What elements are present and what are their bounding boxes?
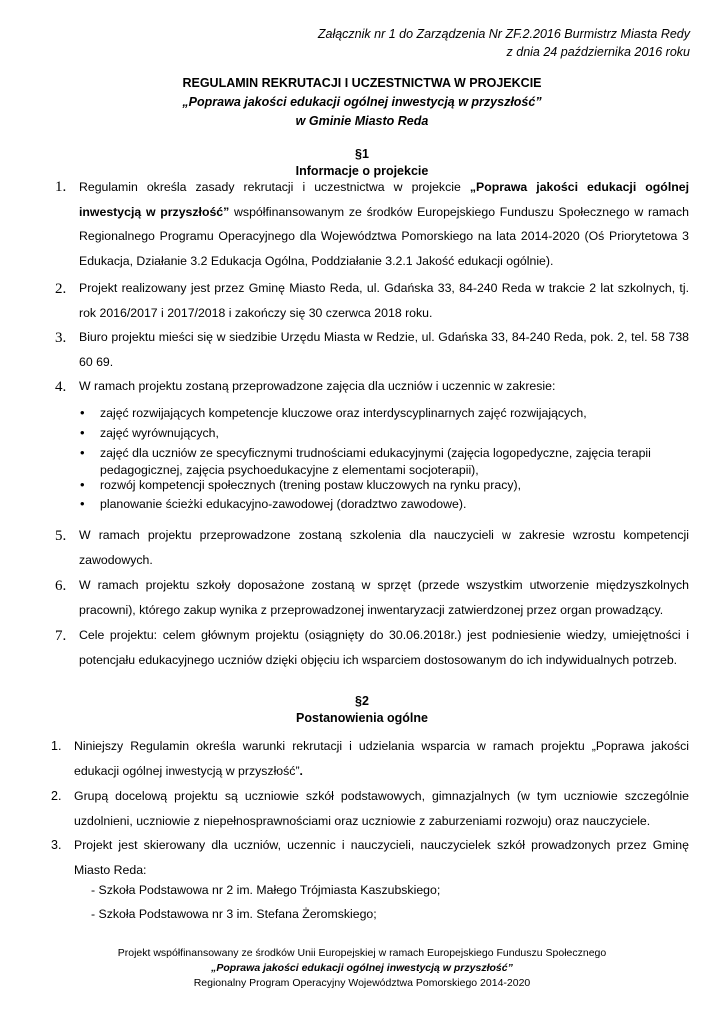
section2-item1-number: 1.: [51, 739, 62, 753]
section2-item3-text: Projekt jest skierowany dla uczniów, uczennic i nauczycieli, nauczycielek szkół prowadzonych przez Gminę Miasto Reda:: [74, 838, 689, 877]
attachment-header-line2: z dnia 24 października 2016 roku: [506, 45, 690, 59]
document-title: REGULAMIN REKRUTACJI I UCZESTNICTWA W PROJEKCIE: [182, 76, 542, 90]
bullet-icon: •: [80, 496, 85, 511]
bullet-icon: •: [80, 477, 85, 492]
bullet-icon: •: [80, 405, 85, 420]
section1-item1-text: [79, 175, 689, 273]
section1-item2-number: 2.: [55, 281, 67, 297]
section1-heading: Informacje o projekcie: [295, 164, 429, 178]
school-list-item-1: - Szkoła Podstawowa nr 2 im. Małego Trójmiasta Kaszubskiego;: [91, 883, 441, 897]
activity-bullet-4: rozwój kompetencji społecznych (trening postaw kluczowych na rynku pracy),: [100, 478, 522, 492]
section2-sign: §2: [355, 694, 369, 708]
section1-item7-number: 7.: [55, 628, 67, 644]
bullet-icon: •: [80, 445, 85, 460]
attachment-header-line1: Załącznik nr 1 do Zarządzenia Nr ZF.2.2016 Burmistrz Miasta Redy: [317, 27, 690, 41]
section1-item1-number: 1.: [55, 179, 67, 195]
section1-item6-text: W ramach projektu szkoły doposażone zostaną w sprzęt (przede wszystkim utworzenie międzyszkolnych pracowni), którego zakup wynika z przeprowadzonej inwentaryzacji zatwierdzonej przez organ prowadzący.: [79, 578, 689, 617]
section2-item1-bold: .: [299, 763, 303, 778]
footer-cofinancing-line: Projekt współfinansowany ze środków Unii Europejskiej w ramach Europejskiego Funduszu Społecznego: [117, 947, 607, 959]
footer-project-name: „Poprawa jakości edukacji ogólnej inwestycją w przyszłość”: [211, 962, 513, 974]
school-list-item-2: - Szkoła Podstawowa nr 3 im. Stefana Żeromskiego;: [91, 907, 377, 921]
project-name-title: „Poprawa jakości edukacji ogólnej inwestycją w przyszłość”: [182, 95, 542, 109]
section1-item4-number: 4.: [55, 379, 67, 395]
section1-item5-number: 5.: [55, 528, 67, 544]
section2-item3-number: 3.: [51, 838, 62, 852]
section2-item2-text: Grupą docelową projektu są uczniowie szkół podstawowych, gimnazjalnych (w tym uczniowie szczególnie uzdolnieni, uczniowie z niepełnosprawnościami oraz uczniowie z zaburzeniami rozwoju) oraz nauczyciele.: [74, 789, 689, 828]
activity-bullet-2: zajęć wyrównujących,: [100, 426, 219, 440]
item1-project-name: „Poprawa jakości edukacji ogólnej inwestycją w przyszłość”: [79, 180, 690, 219]
section1-item5-text: W ramach projektu przeprowadzone zostaną szkolenia dla nauczycieli w zakresie wzrostu kompetencji zawodowych.: [79, 528, 689, 567]
section1-sign: §1: [355, 147, 369, 161]
section1-item3-text: Biuro projektu mieści się w siedzibie Urzędu Miasta w Redzie, ul. Gdańska 33, 84-240 Reda, pok. 2, tel. 58 738 60 69.: [79, 330, 689, 369]
section1-item6-number: 6.: [55, 578, 67, 594]
section2-heading: Postanowienia ogólne: [296, 711, 428, 725]
municipality-title: w Gminie Miasto Reda: [295, 114, 429, 128]
item1-text-pre: Regulamin określa zasady rekrutacji i uczestnictwa w projekcie: [79, 180, 470, 194]
section1-item3-number: 3.: [55, 330, 67, 346]
activity-bullet-1: zajęć rozwijających kompetencje kluczowe oraz interdyscyplinarnych zajęć rozwijających,: [100, 406, 587, 420]
section1-item2-text: Projekt realizowany jest przez Gminę Miasto Reda, ul. Gdańska 33, 84-240 Reda w trakcie 2 lat szkolnych, tj. rok 2016/2017 i 2017/2018 i zakończy się 30 czerwca 2018 roku.: [79, 281, 689, 320]
bullet-icon: •: [80, 425, 85, 440]
footer-program-line: Regionalny Program Operacyjny Województwa Pomorskiego 2014-2020: [193, 977, 531, 989]
activity-bullet-3: zajęć dla uczniów ze specyficznymi trudnościami edukacyjnymi (zajęcia logopedyczne, zajęcia terapii pedagogicznej, zajęcia psychoedukacyjne z elementami socjoterapii),: [100, 446, 651, 477]
section2-item2-number: 2.: [51, 789, 62, 803]
section2-item1-pre: Niniejszy Regulamin określa warunki rekrutacji i udzielania wsparcia w ramach projektu „Poprawa jakości edukacji ogólnej inwestycją w przyszłość”: [74, 739, 689, 778]
activity-bullet-5: planowanie ścieżki edukacyjno-zawodowej (doradztwo zawodowe).: [100, 497, 467, 511]
section1-item7-text: Cele projektu: celem głównym projektu (osiągnięty do 30.06.2018r.) jest podniesienie wiedzy, umiejętności i potencjału edukacyjnego uczniów dzięki objęciu ich wsparciem dostosowanym do ich indywidualnych potrzeb.: [79, 628, 689, 667]
item1-text-post: współfinansowanym ze środków Europejskiego Funduszu Społecznego w ramach Regionalnego Programu Operacyjnego dla Województwa Pomorskiego na lata 2014-2020 (Oś Priorytetowa 3 Edukacja, Działanie 3.2 Edukacja Ogólna, Poddziałanie 3.2.1 Jakość edukacji ogólnie).: [79, 204, 690, 268]
section1-item4-text: W ramach projektu zostaną przeprowadzone zajęcia dla uczniów i uczennic w zakresie:: [79, 379, 556, 393]
section2-item1-text: [74, 734, 689, 783]
